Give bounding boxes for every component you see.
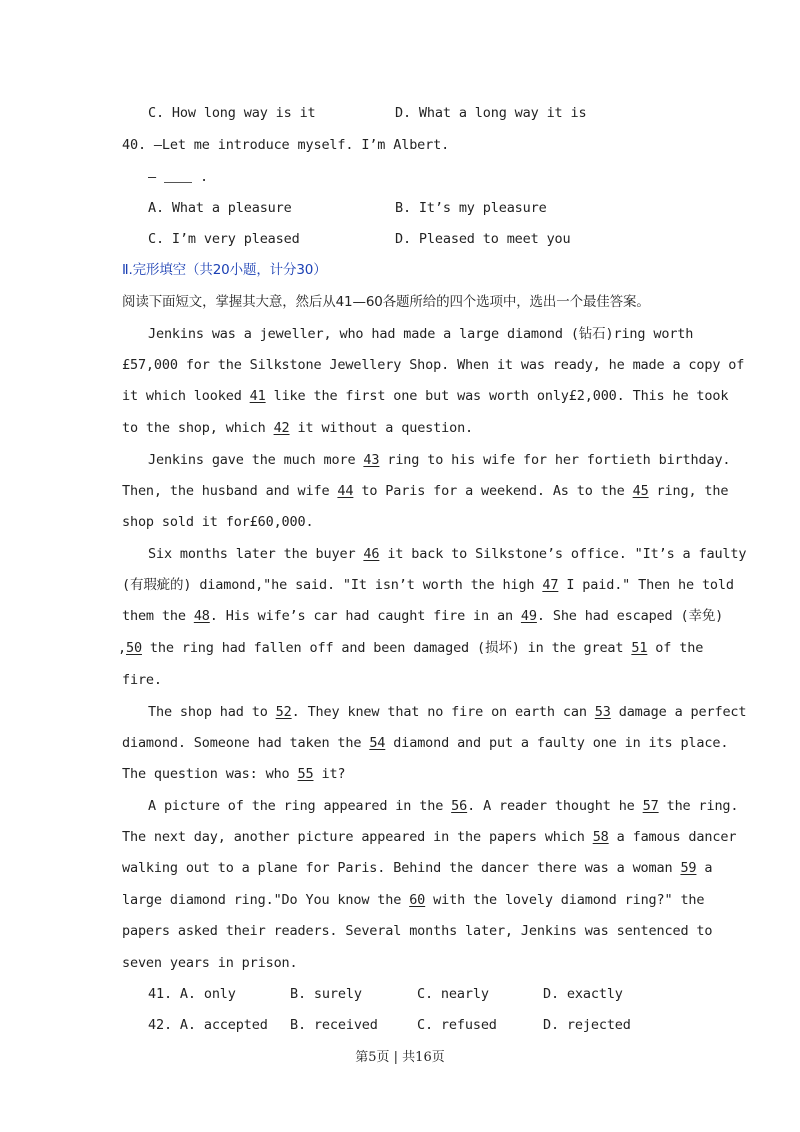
text-segment: them the [122,608,194,624]
q40-blank [164,168,192,183]
page-footer: 第5页 | 共16页 [355,1050,445,1065]
blank-number-46: 46 [363,546,380,562]
text-segment: Six months later the buyer [148,546,364,562]
text-segment: I paid." Then he told [558,577,734,593]
question-41-option-b: B. surely [290,986,362,1002]
text-segment: it back to Silkstone’s office. "It’s a faulty [379,546,747,562]
passage-p1-line-3 [122,386,728,406]
passage-p1-line-4 [122,418,473,438]
blank-number-55: 55 [297,766,314,782]
text-segment: walking out to a plane for Paris. Behind the dancer there was a woman [122,860,681,876]
question-41-option-a: 41. A. only [148,986,236,1002]
text-segment: The next day, another picture appeared in the papers which [122,829,593,845]
q40-answer-line [148,167,208,187]
blank-number-53: 53 [594,704,611,720]
text-segment: . She had escaped (幸免) [536,608,724,624]
blank-number-51: 51 [631,640,648,656]
text-segment: the ring had fallen off and been damaged (损坏) in the great [141,640,632,656]
blank-number-57: 57 [642,798,659,814]
passage-p5-line-6: seven years in prison. [122,955,298,971]
blank-number-52: 52 [275,704,292,720]
q40-option-a: A. What a pleasure [148,200,292,216]
blank-number-44: 44 [337,483,354,499]
question-42-option-c: C. refused [417,1017,497,1033]
passage-p4-line-1 [148,702,746,722]
passage-p5-line-3 [122,858,712,878]
blank-number-49: 49 [520,608,537,624]
passage-p5-line-4 [122,890,704,910]
question-41-option-d: D. exactly [543,986,623,1002]
text-segment: it without a question. [289,420,474,436]
passage-p2-line-3: shop sold it for£60,000. [122,514,314,530]
passage-p5-line-1 [148,796,738,816]
q39-option-d: D. What a long way it is [395,105,587,121]
passage-p5-line-5: papers asked their readers. Several months later, Jenkins was sentenced to [122,923,713,939]
text-segment: The question was: who [122,766,298,782]
text-segment: it which looked [122,388,250,404]
blank-number-45: 45 [632,483,649,499]
section-title: Ⅱ.完形填空（共20小题，计分30） [122,262,327,278]
text-segment: , [118,640,126,656]
q40-dot: . [199,169,208,185]
passage-p4-line-3 [122,764,345,784]
text-segment: of the [647,640,704,656]
q40-option-d: D. Pleased to meet you [395,231,571,247]
passage-p1-line-1: Jenkins was a jeweller, who had made a large diamond (钻石)ring worth [148,326,694,342]
section-instruction: 阅读下面短文，掌握其大意，然后从41—60各题所给的四个选项中，选出一个最佳答案。 [122,294,650,310]
q40-option-b: B. It’s my pleasure [395,200,547,216]
passage-p3-line-2 [122,575,734,595]
text-segment: Then, the husband and wife [122,483,338,499]
text-segment: a famous dancer [608,829,737,845]
blank-number-43: 43 [363,452,380,468]
q40-stem: 40. —Let me introduce myself. I’m Albert. [122,137,450,153]
blank-number-60: 60 [409,892,426,908]
text-segment: Jenkins gave the much more [148,452,364,468]
passage-p3-line-5: fire. [122,672,162,688]
q40-dash: — [148,169,156,185]
question-41-option-c: C. nearly [417,986,489,1002]
blank-number-48: 48 [193,608,210,624]
passage-p1-line-2: £57,000 for the Silkstone Jewellery Shop. When it was ready, he made a copy of [122,357,745,373]
text-segment: (有瑕疵的) diamond,"he said. "It isn’t worth the high [122,577,543,593]
text-segment: ring, the [648,483,729,499]
question-42-option-b: B. received [290,1017,378,1033]
text-segment: ring to his wife for her fortieth birthday. [379,452,731,468]
passage-p2-line-2 [122,481,728,501]
text-segment: a [696,860,713,876]
blank-number-58: 58 [592,829,609,845]
blank-number-56: 56 [451,798,468,814]
text-segment: with the lovely diamond ring?" the [425,892,705,908]
passage-p3-line-3 [122,606,723,626]
passage-p3-line-1 [148,544,746,564]
text-segment: A picture of the ring appeared in the [148,798,452,814]
blank-number-42: 42 [273,420,290,436]
blank-number-59: 59 [680,860,697,876]
blank-number-50: 50 [125,640,142,656]
passage-p5-line-2 [122,827,736,847]
text-segment: the ring. [658,798,739,814]
text-segment: . They knew that no fire on earth can [291,704,595,720]
text-segment: it? [313,766,346,782]
q39-option-c: C. How long way is it [148,105,316,121]
text-segment: like the first one but was worth only£2,000. This he took [265,388,729,404]
text-segment: . His wife’s car had caught fire in an [209,608,521,624]
text-segment: diamond and put a faulty one in its place. [385,735,729,751]
question-42-option-a: 42. A. accepted [148,1017,268,1033]
blank-number-54: 54 [369,735,386,751]
text-segment: to Paris for a weekend. As to the [353,483,633,499]
text-segment: The shop had to [148,704,276,720]
text-segment: . A reader thought he [467,798,643,814]
text-segment: large diamond ring."Do You know the [122,892,410,908]
question-42-option-d: D. rejected [543,1017,631,1033]
text-segment: damage a perfect [610,704,747,720]
q40-option-c: C. I’m very pleased [148,231,300,247]
text-segment: to the shop, which [122,420,274,436]
blank-number-47: 47 [542,577,559,593]
text-segment: diamond. Someone had taken the [122,735,370,751]
passage-p4-line-2 [122,733,728,753]
blank-number-41: 41 [249,388,266,404]
passage-p2-line-1 [148,450,730,470]
passage-p3-line-4 [118,638,703,658]
